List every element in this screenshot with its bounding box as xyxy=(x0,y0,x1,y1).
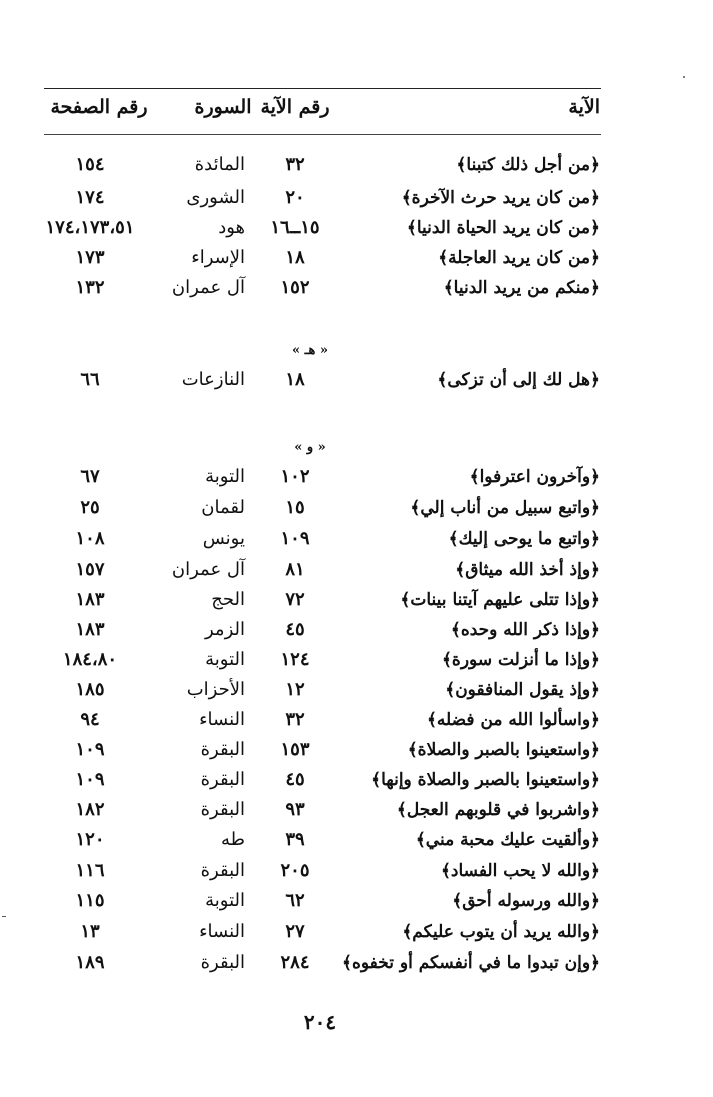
surah-name: النازعات xyxy=(181,369,245,390)
table-row xyxy=(0,705,713,735)
ayah-text: ﴿والله ورسوله أحق﴾ xyxy=(452,891,600,911)
table-row xyxy=(0,243,713,273)
ayah-text: ﴿من أجل ذلك كتبنا﴾ xyxy=(456,155,600,175)
table-row xyxy=(0,856,713,886)
table-row xyxy=(0,615,713,645)
table-row xyxy=(0,183,713,213)
ayah-number: ١٥٣ xyxy=(280,739,310,760)
scan-speck xyxy=(683,76,685,78)
page-ref: ١٨٣ xyxy=(75,619,105,640)
header-ayah-number: رقم الآية xyxy=(260,96,330,118)
page-ref: ١٥٤ xyxy=(75,154,105,175)
ayah-number: ١٢٤ xyxy=(280,649,310,670)
table-row xyxy=(0,585,713,615)
ayah-text: ﴿واستعينوا بالصبر والصلاة﴾ xyxy=(407,740,600,760)
ayah-text: ﴿واسألوا الله من فضله﴾ xyxy=(426,710,600,730)
ayah-number: ٩٣ xyxy=(285,799,305,820)
page-ref: ١٠٩ xyxy=(75,769,105,790)
surah-name: التوبة xyxy=(205,890,245,911)
page-ref: ١٠٨ xyxy=(75,528,105,549)
ayah-number: ٢٧ xyxy=(285,921,305,942)
page-ref: ١٨٥ xyxy=(75,679,105,700)
surah-name: الزمر xyxy=(205,619,245,640)
surah-name: البقرة xyxy=(200,769,245,790)
ayah-number: ٢٠٥ xyxy=(280,860,310,881)
header-rule xyxy=(44,134,601,135)
surah-name: البقرة xyxy=(200,739,245,760)
ayah-number: ٣٢ xyxy=(285,154,305,175)
table-row xyxy=(0,213,713,243)
surah-name: الأحزاب xyxy=(186,679,245,700)
table-row xyxy=(0,765,713,795)
surah-name: التوبة xyxy=(205,466,245,487)
table-row xyxy=(0,948,713,978)
ayah-number: ٣٢ xyxy=(285,709,305,730)
ayah-number: ١٠٢ xyxy=(280,466,310,487)
ayah-number: ١٠٩ xyxy=(280,528,310,549)
table-row xyxy=(0,886,713,916)
page-ref: ٦٦ xyxy=(80,369,100,390)
page-ref: ١٨٤،٨٠ xyxy=(62,649,118,670)
surah-name: لقمان xyxy=(201,497,245,518)
table-row xyxy=(0,645,713,675)
ayah-text: ﴿وآخرون اعترفوا﴾ xyxy=(469,467,600,487)
table-row xyxy=(0,795,713,825)
ayah-number: ٦٢ xyxy=(285,890,305,911)
ayah-text: ﴿وإذ أخذ الله ميثاق﴾ xyxy=(455,560,600,580)
ayah-number: ٣٩ xyxy=(285,829,305,850)
page-ref: ٩٤ xyxy=(80,709,100,730)
surah-name: البقرة xyxy=(200,799,245,820)
table-row xyxy=(0,365,713,395)
surah-name: البقرة xyxy=(200,952,245,973)
ayah-text: ﴿واتبع ما يوحى إليك﴾ xyxy=(448,529,600,549)
page-ref: ١٠٩ xyxy=(75,739,105,760)
ayah-text: ﴿والله لا يحب الفساد﴾ xyxy=(440,861,600,881)
ayah-number: ١٨ xyxy=(285,247,305,268)
surah-name: الإسراء xyxy=(191,247,245,268)
ayah-text: ﴿وإذا ما أنزلت سورة﴾ xyxy=(441,650,600,670)
surah-name: الشورى xyxy=(186,187,245,208)
surah-name: آل عمران xyxy=(171,559,245,580)
surah-name: يونس xyxy=(202,528,245,549)
surah-name: آل عمران xyxy=(171,277,245,298)
surah-name: البقرة xyxy=(200,860,245,881)
ayah-number: ١٥ــ١٦ xyxy=(270,217,320,238)
table-row xyxy=(0,825,713,855)
ayah-number: ٤٥ xyxy=(285,619,305,640)
table-row xyxy=(0,493,713,523)
ayah-number: ٢٠ xyxy=(285,187,305,208)
page-ref: ١٨٣ xyxy=(75,589,105,610)
top-rule xyxy=(44,88,601,89)
ayah-text: ﴿واشربوا في قلوبهم العجل﴾ xyxy=(396,800,600,820)
surah-name: التوبة xyxy=(205,649,245,670)
surah-name: هود xyxy=(218,217,245,238)
page-ref: ٢٥ xyxy=(80,497,100,518)
table-row xyxy=(0,273,713,303)
header-page-number: رقم الصفحة xyxy=(50,96,148,118)
ayah-text: ﴿وإذ يقول المنافقون﴾ xyxy=(445,680,600,700)
surah-name: النساء xyxy=(199,709,245,730)
page-ref: ١٣٢ xyxy=(75,277,105,298)
ayah-text: ﴿وألقيت عليك محبة مني﴾ xyxy=(415,830,600,850)
page-ref: ١٥٧ xyxy=(75,559,105,580)
ayah-number: ١٥٢ xyxy=(280,277,310,298)
page-number: ٢٠٤ xyxy=(303,1010,337,1034)
table-row xyxy=(0,150,713,180)
ayah-number: ٢٨٤ xyxy=(280,952,310,973)
ayah-number: ٨١ xyxy=(285,559,305,580)
page-ref: ٦٧ xyxy=(80,466,100,487)
page-ref: ١٢٠ xyxy=(75,829,105,850)
scan-speck xyxy=(2,916,6,917)
surah-name: الحج xyxy=(211,589,245,610)
ayah-number: ١٥ xyxy=(285,497,305,518)
section-heading-waw: « و » xyxy=(294,440,326,455)
ayah-text: ﴿هل لك إلى أن تزكى﴾ xyxy=(437,370,600,390)
surah-name: طه xyxy=(221,829,245,850)
surah-name: النساء xyxy=(199,921,245,942)
ayah-text: ﴿واتبع سبيل من أناب إلي﴾ xyxy=(410,498,600,518)
page-ref: ١٨٢ xyxy=(75,799,105,820)
ayah-text: ﴿من كان يريد حرث الآخرة﴾ xyxy=(401,188,600,208)
table-row xyxy=(0,735,713,765)
page-ref: ١٧٤ xyxy=(75,187,105,208)
ayah-text: ﴿واستعينوا بالصبر والصلاة وإنها﴾ xyxy=(371,770,600,790)
header-ayah: الآية xyxy=(568,96,600,118)
page-ref: ١٣ xyxy=(80,921,100,942)
ayah-text: ﴿منكم من يريد الدنيا﴾ xyxy=(443,278,600,298)
page-ref: ١٧٣ xyxy=(75,247,105,268)
ayah-text: ﴿وإن تبدوا ما في أنفسكم أو تخفوه﴾ xyxy=(342,953,600,973)
section-heading-ha: « هـ » xyxy=(292,343,328,358)
page-ref: ١٧٤،١٧٣،٥١ xyxy=(45,217,135,238)
ayah-number: ٤٥ xyxy=(285,769,305,790)
ayah-number: ١٨ xyxy=(285,369,305,390)
table-row xyxy=(0,555,713,585)
table-row xyxy=(0,462,713,492)
header-surah: السورة xyxy=(194,96,252,118)
table-row xyxy=(0,917,713,947)
ayah-number: ٧٢ xyxy=(285,589,305,610)
ayah-number: ١٢ xyxy=(285,679,305,700)
table-row xyxy=(0,524,713,554)
ayah-text: ﴿وإذا ذكر الله وحده﴾ xyxy=(450,620,600,640)
page-ref: ١١٥ xyxy=(75,890,105,911)
ayah-text: ﴿من كان يريد العاجلة﴾ xyxy=(438,248,600,268)
ayah-text: ﴿وإذا تتلى عليهم آيتنا بينات﴾ xyxy=(400,590,600,610)
page-ref: ١١٦ xyxy=(75,860,105,881)
ayah-text: ﴿من كان يريد الحياة الدنيا﴾ xyxy=(406,218,600,238)
ayah-text: ﴿والله يريد أن يتوب عليكم﴾ xyxy=(402,922,600,942)
surah-name: المائدة xyxy=(194,154,245,175)
page-ref: ١٨٩ xyxy=(75,952,105,973)
table-row xyxy=(0,675,713,705)
